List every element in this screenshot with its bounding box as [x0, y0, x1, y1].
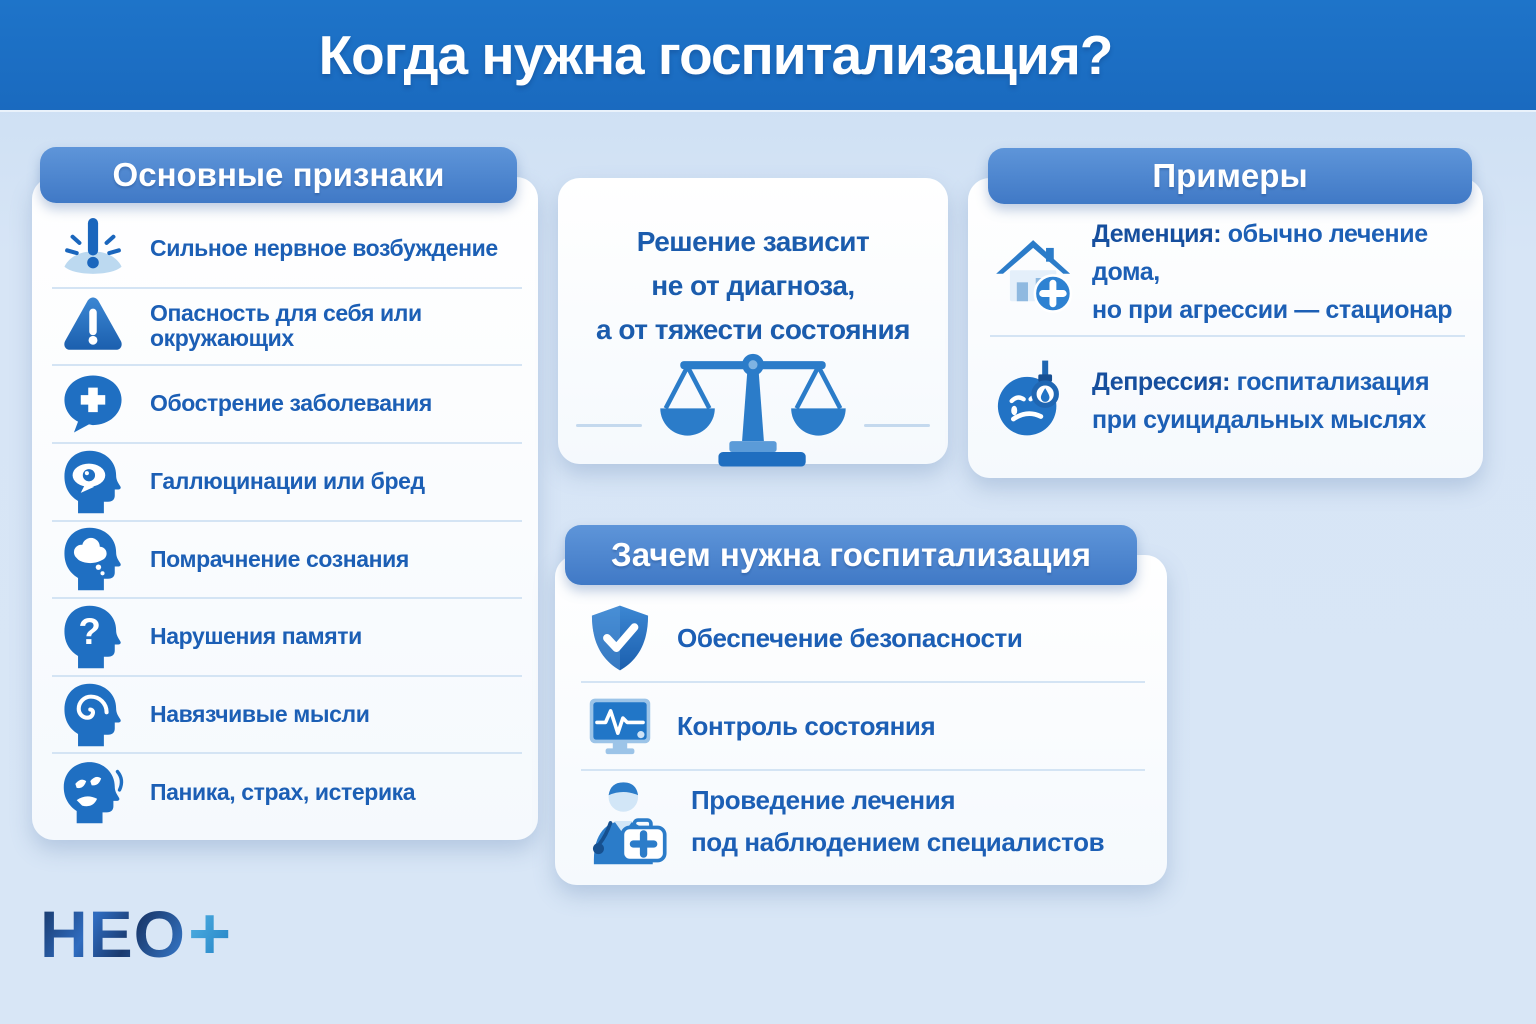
list-item [581, 683, 1145, 771]
signs-panel [32, 177, 538, 840]
home-care-icon [990, 226, 1078, 318]
depression-icon [990, 355, 1078, 447]
panic-icon [52, 758, 134, 826]
exacerbation-icon [52, 370, 134, 438]
list-item [52, 599, 522, 677]
examples-panel-title: Примеры [1152, 157, 1308, 194]
example-text [1092, 363, 1429, 439]
purpose-line-1: Проведение лечения [691, 785, 956, 815]
excitement-icon [52, 215, 134, 283]
decision-panel [558, 178, 948, 464]
sign-label: Опасность для себя или окружающих [150, 300, 422, 352]
decision-line-2: не от диагноза, [651, 270, 855, 301]
example-line2: но при агрессии — стационар [1092, 295, 1453, 324]
signs-panel-title: Основные признаки [112, 156, 445, 193]
list-item [52, 522, 522, 600]
list-item [52, 366, 522, 444]
divider [576, 424, 642, 427]
doctor-icon [581, 771, 673, 871]
purpose-panel [555, 555, 1167, 885]
logo-text: НЕО [40, 897, 187, 971]
memory-icon [52, 603, 134, 671]
decision-line-3: а от тяжести состояния [595, 314, 911, 345]
example-rest: обычно лечение дома, [1092, 219, 1428, 286]
signs-list [52, 211, 522, 830]
example-term: Депрессия: [1092, 367, 1231, 396]
list-item [990, 208, 1465, 337]
list-item [52, 677, 522, 755]
sign-label: Обострение заболевания [150, 390, 432, 417]
monitor-icon [581, 688, 659, 764]
list-item [990, 337, 1465, 464]
purpose-line-2: под наблюдением специалистов [691, 827, 1105, 857]
purpose-panel-title: Зачем нужна госпитализация [611, 536, 1091, 573]
svg-text:?: ? [78, 610, 101, 652]
example-rest: госпитализация [1230, 367, 1430, 396]
divider [864, 424, 930, 427]
purpose-label: Контроль состояния [677, 711, 936, 741]
logo-plus-icon: + [188, 892, 232, 975]
sign-label: Помрачнение сознания [150, 545, 409, 572]
list-item [52, 444, 522, 522]
purpose-list [581, 595, 1145, 871]
purpose-label: Обеспечение безопасности [677, 623, 1023, 653]
example-line2: при суицидальных мыслях [1092, 405, 1426, 434]
confusion-icon [52, 525, 134, 593]
list-item [52, 289, 522, 367]
shield-check-icon [581, 600, 659, 676]
neo-plus-logo [40, 892, 232, 975]
examples-list [990, 208, 1465, 464]
sign-label: Паника, страх, истерика [150, 778, 416, 805]
header-banner [0, 0, 1536, 110]
purpose-label [691, 779, 1104, 863]
danger-icon [52, 292, 134, 360]
list-item [581, 771, 1145, 871]
sign-label: Нарушения памяти [150, 623, 362, 650]
sign-label: Галлюцинации или бред [150, 468, 425, 495]
signs-panel-title-pill [40, 147, 517, 203]
sign-label: Сильное нервное возбуждение [150, 235, 498, 262]
examples-panel-title-pill [988, 148, 1472, 204]
list-item [581, 595, 1145, 683]
page-title: Когда нужна госпитализация? [318, 24, 1113, 86]
examples-panel [968, 178, 1483, 478]
obsessive-icon [52, 681, 134, 749]
sign-label: Навязчивые мысли [150, 700, 370, 727]
balance-scale-icon [653, 352, 853, 478]
example-term: Деменция: [1092, 219, 1222, 248]
decision-text [558, 220, 948, 352]
purpose-panel-title-pill [565, 525, 1137, 585]
decision-line-1: Решение зависит [636, 226, 870, 257]
hallucinations-icon [52, 448, 134, 516]
list-item [52, 754, 522, 830]
list-item [52, 211, 522, 289]
example-text [1092, 215, 1465, 329]
